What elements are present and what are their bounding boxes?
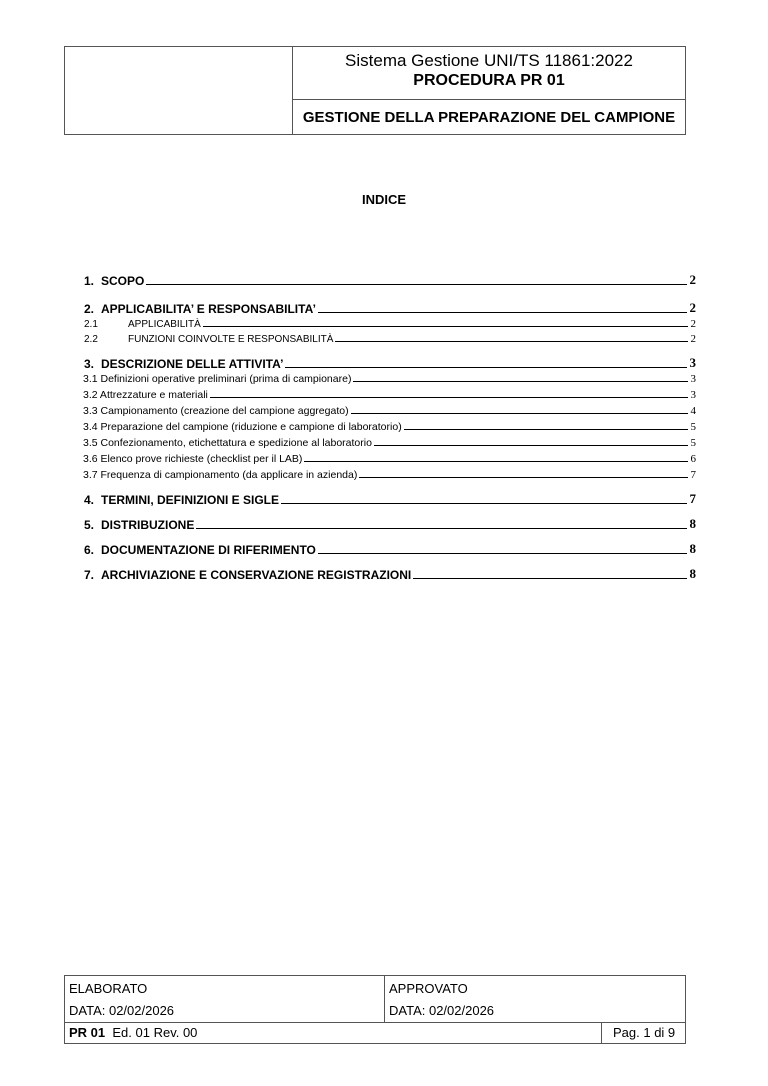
toc-entry-label: 3.7 Frequenza di campionamento (da applicare in azienda): [83, 469, 358, 481]
toc-entry-page: 7: [690, 469, 696, 481]
toc-entry-number: 3.: [84, 357, 95, 371]
toc-entry[interactable]: [84, 541, 696, 557]
toc-entry[interactable]: [84, 491, 696, 507]
toc-leader-line: [404, 428, 688, 430]
toc-entry-label: DISTRIBUZIONE: [101, 518, 195, 532]
procedure-title: PROCEDURA PR 01: [413, 72, 565, 89]
toc-entry-number: 2.2: [84, 334, 98, 345]
toc-leader-line: [351, 412, 688, 414]
edition: Ed. 01 Rev. 00: [112, 1025, 198, 1040]
toc-entry-number: 4.: [84, 493, 95, 507]
toc-leader-line: [196, 527, 686, 529]
toc-entry-page: 3: [690, 373, 696, 385]
toc-entry-label: 3.5 Confezionamento, etichettatura e spedizione al laboratorio: [83, 437, 372, 449]
document-subtitle: GESTIONE DELLA PREPARAZIONE DEL CAMPIONE: [293, 99, 685, 134]
toc-entry-number: 2.1: [84, 319, 98, 330]
toc-entry-page: 5: [690, 421, 696, 433]
doc-code: PR 01: [69, 1025, 106, 1040]
toc-entry-page: 7: [689, 491, 696, 506]
approvato-label: APPROVATO: [389, 981, 468, 996]
toc-entry-label: 3.1 Definizioni operative preliminari (prima di campionare): [83, 373, 352, 385]
toc-leader-line: [281, 502, 686, 504]
approvato-date: DATA: 02/02/2026: [389, 1003, 495, 1018]
toc-entry-page: 8: [689, 541, 696, 556]
toc-entry-label: 3.2 Attrezzature e materiali: [83, 389, 208, 401]
toc-entry-label: APPLICABILITA’ E RESPONSABILITA’: [101, 302, 316, 316]
toc-entry-label: FUNZIONI COINVOLTE E RESPONSABILITÀ: [128, 334, 334, 345]
toc-entry-page: 3: [689, 355, 696, 370]
toc-entry-page: 3: [690, 389, 696, 401]
toc-entry-page: 6: [690, 453, 696, 465]
toc-entry-label: 3.4 Preparazione del campione (riduzione e campione di laboratorio): [83, 421, 402, 433]
toc-entry-label: 3.6 Elenco prove richieste (checklist per il LAB): [83, 453, 303, 465]
toc-entry[interactable]: [84, 437, 696, 449]
toc-entry-label: 3.3 Campionamento (creazione del campione aggregato): [83, 405, 349, 417]
toc-entry-label: DOCUMENTAZIONE DI RIFERIMENTO: [101, 543, 316, 557]
toc-entry[interactable]: [84, 318, 696, 330]
toc-leader-line: [335, 340, 687, 342]
toc-entry-number: 5.: [84, 518, 95, 532]
toc-entry-page: 4: [690, 405, 696, 417]
logo-cell: [65, 47, 293, 134]
toc-leader-line: [318, 311, 687, 313]
toc-leader-line: [285, 366, 686, 368]
toc-entry-page: 2: [689, 272, 696, 287]
toc-entry-label: APPLICABILITÀ: [128, 319, 201, 330]
toc-entry[interactable]: [84, 333, 696, 345]
toc-entry[interactable]: [84, 469, 696, 481]
toc-leader-line: [353, 380, 687, 382]
page-number: Pag. 1 di 9: [613, 1025, 676, 1040]
toc-entry[interactable]: [84, 453, 696, 465]
document-header: [64, 46, 686, 135]
toc-leader-line: [210, 396, 688, 398]
toc-leader-line: [413, 577, 686, 579]
toc-entry[interactable]: [84, 272, 696, 288]
toc-entry[interactable]: [84, 516, 696, 532]
toc-entry-page: 5: [690, 437, 696, 449]
toc-entry[interactable]: [84, 300, 696, 316]
toc-entry-number: 1.: [84, 274, 95, 288]
toc-entry[interactable]: [84, 566, 696, 582]
toc-leader-line: [146, 283, 686, 285]
toc-leader-line: [374, 444, 688, 446]
toc-entry-label: TERMINI, DEFINIZIONI E SIGLE: [101, 493, 280, 507]
toc-leader-line: [318, 552, 687, 554]
toc-entry[interactable]: [84, 405, 696, 417]
toc-entry[interactable]: [84, 421, 696, 433]
toc-leader-line: [359, 476, 687, 478]
toc-entry-label: DESCRIZIONE DELLE ATTIVITA’: [101, 357, 284, 371]
header-title-cell: [293, 47, 685, 99]
elaborato-date: DATA: 02/02/2026: [69, 1003, 175, 1018]
toc-leader-line: [304, 460, 687, 462]
toc-entry-page: 2: [689, 300, 696, 315]
toc-entry-page: 8: [689, 566, 696, 581]
toc-leader-line: [203, 325, 688, 327]
toc-entry-page: 8: [689, 516, 696, 531]
toc-entry-page: 2: [690, 333, 696, 345]
elaborato-label: ELABORATO: [69, 981, 148, 996]
toc-entry-page: 2: [690, 318, 696, 330]
toc-entry-number: 7.: [84, 568, 95, 582]
toc-entry-number: 6.: [84, 543, 95, 557]
document-footer: [64, 975, 686, 1044]
toc-entry[interactable]: [84, 389, 696, 401]
toc-entry[interactable]: [84, 355, 696, 371]
toc-entry-number: 2.: [84, 302, 95, 316]
toc-entry-label: ARCHIVIAZIONE E CONSERVAZIONE REGISTRAZIONI: [101, 568, 412, 582]
index-title: INDICE: [361, 192, 407, 207]
system-title: Sistema Gestione UNI/TS 11861:2022: [345, 51, 633, 70]
toc-entry[interactable]: [84, 373, 696, 385]
toc-entry-label: SCOPO: [101, 274, 145, 288]
